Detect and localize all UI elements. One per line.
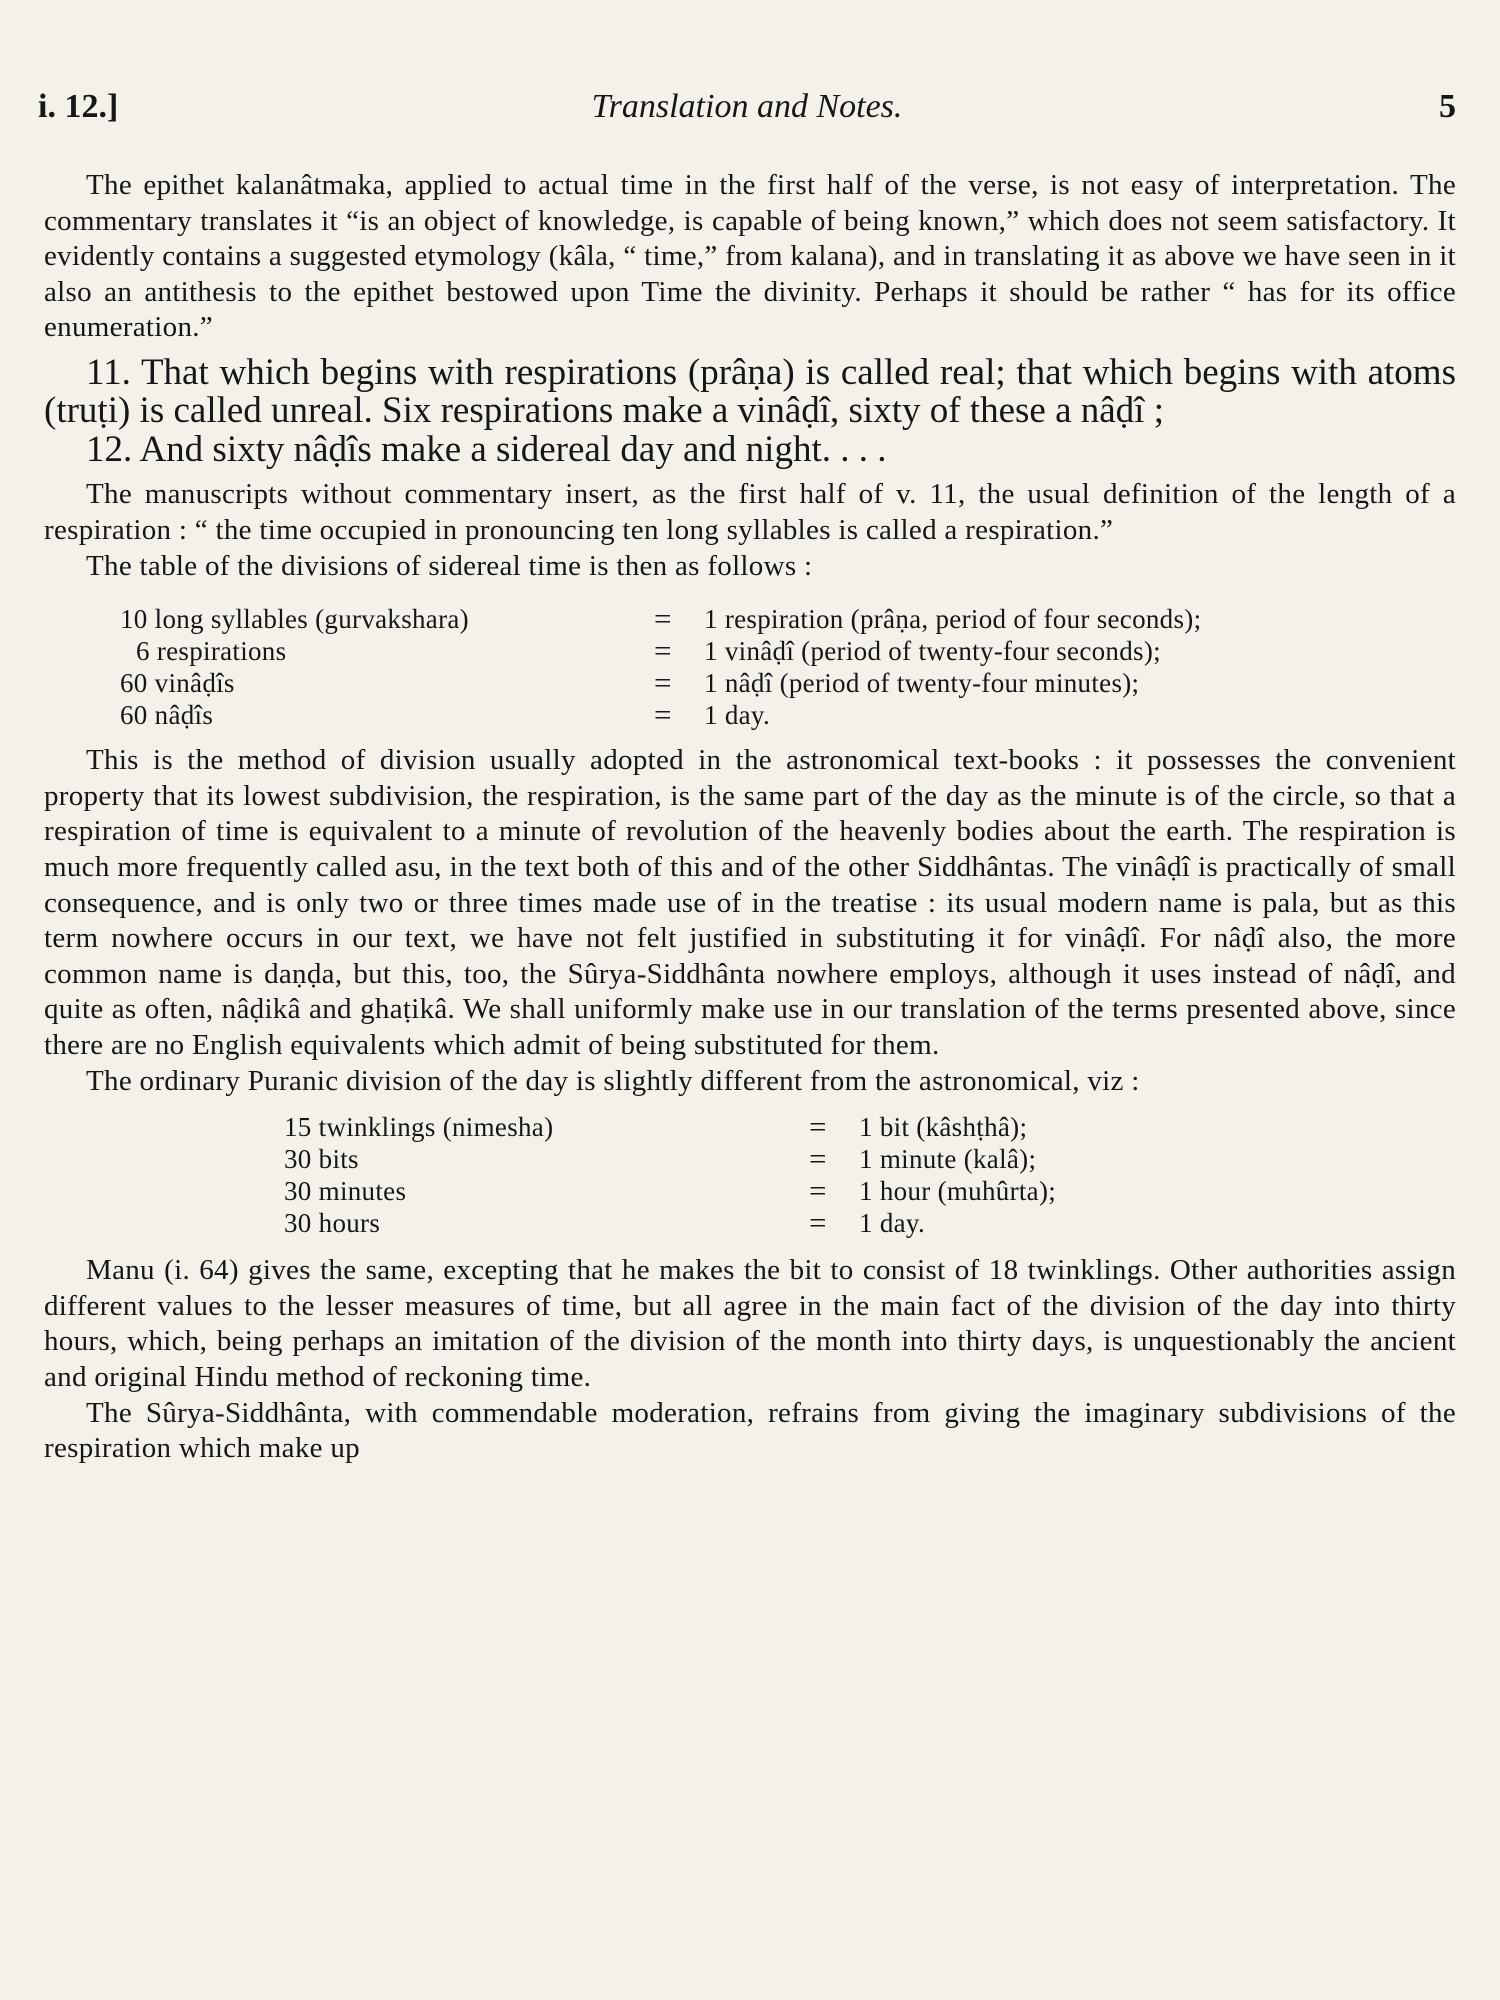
paragraph-manu-note: Manu (i. 64) gives the same, excepting that he makes the bit to consist of 18 twinklings. Other authorities assign different values to the lesser measures of time, but all agree in the main fact of the division of the day into thirty hours, which, being perhaps an imitation of the division of the month into thirty days, is unquestionably the ancient and original Hindu method of reckoning time. [44,1254,1456,1393]
verse-12: 12. And sixty nâḍîs make a sidereal day and night. . . . [86,428,887,470]
table-cell-equivalent: 1 day. [859,1208,926,1239]
table-cell-unit: 30 minutes [284,1176,407,1207]
table-row [44,1111,1456,1143]
equals-sign: = [654,665,672,701]
table-cell-unit: 30 hours [284,1208,381,1239]
table-row [44,1207,1456,1239]
page-number: 5 [1439,88,1456,125]
equals-sign: = [654,633,672,669]
running-title: Translation and Notes. [591,88,903,125]
table-row [44,635,1456,667]
table-cell-unit: 6 respirations [136,636,287,667]
table-cell-equivalent: 1 day. [704,700,771,731]
table-cell-unit: 10 long syllables (gurvakshara) [120,604,469,635]
table-row [44,667,1456,699]
sidereal-time-table [44,603,1456,731]
section-reference: i. 12.] [38,88,119,125]
equals-sign: = [809,1141,827,1177]
table-row [44,1143,1456,1175]
table-cell-unit: 60 nâḍîs [120,700,214,731]
table-cell-equivalent: 1 nâḍî (period of twenty-four minutes); [704,668,1140,699]
table-cell-equivalent: 1 respiration (prâṇa, period of four seconds); [704,604,1202,635]
equals-sign: = [654,697,672,733]
paragraph-surya-siddhanta: The Sûrya-Siddhânta, with commendable moderation, refrains from giving the imaginary subdivisions of the respiration which make up [44,1396,1456,1465]
table-cell-equivalent: 1 vinâḍî (period of twenty-four seconds); [704,636,1161,667]
paragraph-kalanatmaka-note: The epithet kalanâtmaka, applied to actual time in the first half of the verse, is not easy of interpretation. The commentary translates it “is an object of knowledge, is capable of being known,” which does not seem satisfactory. It evidently contains a suggested etymology (kâla, “ time,” from kalana), and in translating it as above we have seen in it also an antithesis to the epithet bestowed upon Time the divinity. Perhaps it should be rather “ has for its office enumeration.” [44,169,1456,344]
running-head [38,88,1456,138]
paragraph-method-of-division: This is the method of division usually adopted in the astronomical text-books : it possesses the convenient property that its lowest subdivision, the respiration, is the same part of the day as the minute is of the circle, so that a respiration of time is equivalent to a minute of revolution of the heavenly bodies about the earth. The respiration is much more frequently called asu, in the text both of this and of the other Siddhântas. The vinâḍî is practically of small consequence, and is only two or three times made use of in the treatise : its usual modern name is pala, but as this term nowhere occurs in our text, we have not felt justified in substituting it for vinâḍî. For nâḍî also, the more common name is daṇḍa, but this, too, the Sûrya-Siddhânta nowhere employs, although it uses instead of nâḍî, and quite as often, nâḍikâ and ghaṭikâ. We shall uniformly make use in our translation of the terms presented above, since there are no English equivalents which admit of being substituted for them. [44,744,1456,1061]
table-row [44,699,1456,731]
paragraph-table-intro: The table of the divisions of sidereal time is then as follows : [86,549,813,582]
verse-11: 11. That which begins with respirations (prâṇa) is called real; that which begins with atoms (truṭi) is called unreal. Six respirations make a vinâḍî, sixty of these a nâḍî ; [44,351,1456,432]
table-row [44,1175,1456,1207]
table-cell-unit: 15 twinklings (nimesha) [284,1112,554,1143]
equals-sign: = [809,1205,827,1241]
page-body [44,168,1456,1467]
puranic-time-table [44,1111,1456,1239]
paragraph-puranic-intro: The ordinary Puranic division of the day is slightly different from the astronomical, viz : [86,1064,1140,1097]
equals-sign: = [809,1173,827,1209]
paragraph-manuscripts-note: The manuscripts without commentary insert, as the first half of v. 11, the usual definition of the length of a respiration : “ the time occupied in pronouncing ten long syllables is called a respiration.” [44,478,1456,547]
table-cell-unit: 60 vinâḍîs [120,668,235,699]
table-cell-equivalent: 1 bit (kâshṭhâ); [859,1112,1028,1143]
table-cell-equivalent: 1 minute (kalâ); [859,1144,1037,1175]
table-cell-unit: 30 bits [284,1144,359,1175]
equals-sign: = [809,1109,827,1145]
table-row [44,603,1456,635]
equals-sign: = [654,601,672,637]
table-cell-equivalent: 1 hour (muhûrta); [859,1176,1057,1207]
